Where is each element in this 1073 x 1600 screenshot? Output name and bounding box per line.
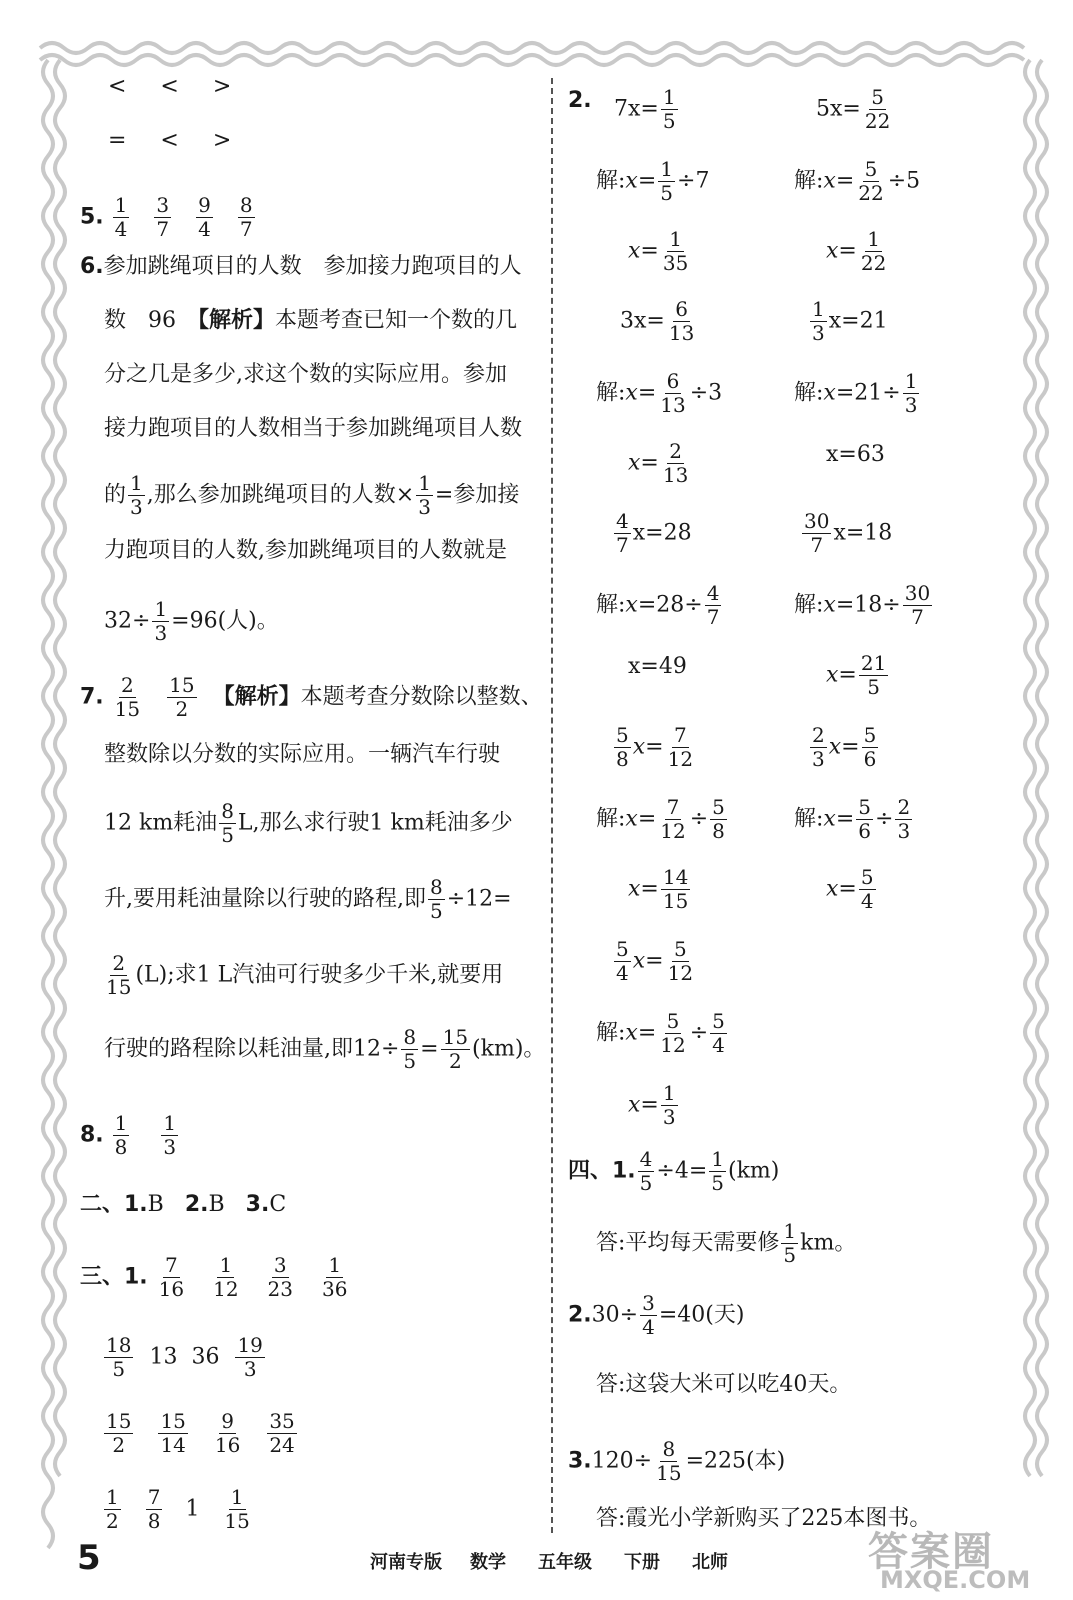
fraction: $\frac{3}{23}$ <box>267 1253 293 1301</box>
footer-edition: 河南专版 <box>370 1552 442 1573</box>
eq-a5-step: 解:x= $\frac{5}{12}$ ÷ $\frac{5}{4}$ <box>596 1009 725 1057</box>
fraction: $\frac{1}{3}$ <box>904 369 918 417</box>
fraction: $\frac{7}{12}$ <box>660 795 686 843</box>
footer-subject: 数学 <box>470 1552 506 1573</box>
fraction: $\frac{1}{5}$ <box>660 157 674 205</box>
eq-b1-result: x= $\frac{1}{22}$ <box>826 227 887 275</box>
q7-line-4: 升,要用耗油量除以行驶的路程,即 $\frac{8}{5}$ ÷12= <box>104 875 512 923</box>
eq-b4: $\frac{2}{3}$ x= $\frac{5}{6}$ <box>812 723 877 771</box>
eq-a5: $\frac{5}{4}$ x= $\frac{5}{12}$ <box>616 937 694 985</box>
fraction: $\frac{2}{15}$ <box>114 673 141 721</box>
q7-line-6: 行驶的路程除以耗油量,即12÷ $\frac{8}{5}$ = $\frac{15}{2}$ (km)。 <box>104 1025 546 1073</box>
s4-p1: 四、1. $\frac{4}{5}$ ÷4= $\frac{1}{5}$ (km) <box>568 1147 780 1195</box>
eq-b3: $\frac{30}{7}$ x=18 <box>804 509 893 557</box>
fraction: $\frac{1}{3}$ <box>662 1081 676 1129</box>
fraction: $\frac{3}{4}$ <box>642 1291 655 1339</box>
eq-b3-step: 解:x=18÷ $\frac{30}{7}$ <box>794 581 931 629</box>
fraction: $\frac{8}{5}$ <box>403 1025 417 1073</box>
eq-b2: $\frac{1}{3}$ x=21 <box>812 297 888 345</box>
fraction: $\frac{2}{15}$ <box>106 951 132 999</box>
fraction: $\frac{5}{22}$ <box>858 157 884 205</box>
q2-label: 2. <box>568 88 592 113</box>
eq-a1-step: 解:x= $\frac{1}{5}$ ÷7 <box>596 157 710 205</box>
fraction: $\frac{1}{5}$ <box>783 1219 797 1267</box>
eq-b1: 5x= $\frac{5}{22}$ <box>816 85 891 133</box>
page-number: 5 <box>77 1538 101 1578</box>
eq-b2-step: 解:x=21÷ $\frac{1}{3}$ <box>794 369 918 417</box>
q7-line-1: 7. $\frac{2}{15}$ $\frac{15}{2}$ 【解析】本题考查分数除以整数、 <box>80 673 543 721</box>
q8-answer: 8. $\frac{1}{8}$ $\frac{1}{3}$ <box>80 1111 177 1159</box>
eq-a4-result: x= $\frac{14}{15}$ <box>628 865 689 913</box>
fraction: $\frac{15}{14}$ <box>160 1409 186 1457</box>
watermark-url: MXQE.COM <box>880 1566 1031 1594</box>
fraction: $\frac{1}{5}$ <box>711 1147 725 1195</box>
q5-answer: 5. $\frac{1}{4}$ $\frac{3}{7}$ $\frac{9}{4}$ $\frac{8}{7}$ <box>80 193 253 241</box>
fraction: $\frac{15}{2}$ <box>106 1409 132 1457</box>
fraction: $\frac{1}{3}$ <box>163 1111 177 1159</box>
eq-a4: $\frac{5}{8}$ x= $\frac{7}{12}$ <box>616 723 694 771</box>
fraction: $\frac{5}{6}$ <box>863 723 877 771</box>
fraction: $\frac{1}{3}$ <box>154 597 168 645</box>
fraction: $\frac{15}{2}$ <box>169 673 195 721</box>
fraction: $\frac{4}{7}$ <box>616 509 629 557</box>
fraction: $\frac{1}{22}$ <box>860 227 887 275</box>
q6-line-7: 32÷ $\frac{1}{3}$ =96(人)。 <box>104 597 279 645</box>
fraction: $\frac{1}{3}$ <box>812 297 825 345</box>
fraction: $\frac{4}{5}$ <box>639 1147 653 1195</box>
fraction: $\frac{1}{5}$ <box>662 85 676 133</box>
fraction: $\frac{1}{3}$ <box>130 471 143 519</box>
fraction: $\frac{1}{12}$ <box>213 1253 239 1301</box>
fraction: $\frac{1}{4}$ <box>114 193 128 241</box>
section-2-answers: 二、1.B 2.B 3.C <box>80 1192 287 1217</box>
eq-a1-result: x= $\frac{1}{35}$ <box>628 227 689 275</box>
section-3-row-3 <box>102 1410 299 1457</box>
eq-a3-step: 解:x=28÷ $\frac{4}{7}$ <box>596 581 720 629</box>
q7-line-5: $\frac{2}{15}$ (L);求1 L汽油可行驶多少千米,就要用 <box>106 951 504 999</box>
fraction: $\frac{15}{2}$ <box>442 1025 469 1073</box>
fraction: $\frac{1}{15}$ <box>224 1485 250 1533</box>
fraction: $\frac{5}{12}$ <box>660 1009 686 1057</box>
q6-line-2: 数 96 【解析】本题考查已知一个数的几 <box>104 308 518 333</box>
eq-b4-step: 解:x= $\frac{5}{6}$ ÷ $\frac{2}{3}$ <box>794 795 911 843</box>
fraction: $\frac{5}{8}$ <box>616 723 629 771</box>
fraction: $\frac{18}{5}$ <box>106 1333 132 1381</box>
compare-row-2: = < > <box>108 128 238 153</box>
s4-p2: 2.30÷ $\frac{3}{4}$ =40(天) <box>568 1291 745 1339</box>
eq-a3-result: x=49 <box>628 654 687 679</box>
fraction: $\frac{5}{4}$ <box>712 1009 725 1057</box>
fraction: $\frac{14}{15}$ <box>662 865 689 913</box>
fraction: $\frac{5}{12}$ <box>667 937 694 985</box>
eq-b4-result: x= $\frac{5}{4}$ <box>826 865 874 913</box>
fraction: $\frac{5}{6}$ <box>858 795 872 843</box>
fraction: $\frac{4}{7}$ <box>706 581 720 629</box>
fraction: $\frac{1}{35}$ <box>662 227 689 275</box>
section-3-row-1: 三、1. $\frac{7}{16}$ $\frac{1}{12}$ $\frac{3}{23}$ $\frac{1}{36}$ <box>80 1253 348 1301</box>
fraction: $\frac{2}{13}$ <box>662 439 689 487</box>
section-3-row-4: $\frac{1}{2}$ $\frac{7}{8}$ 1 $\frac{1}{15}$ <box>106 1485 250 1533</box>
fraction: $\frac{1}{36}$ <box>321 1253 348 1301</box>
fraction: $\frac{1}{3}$ <box>418 471 431 519</box>
eq-b3-result: x= $\frac{21}{5}$ <box>826 651 887 699</box>
fraction: $\frac{7}{12}$ <box>667 723 694 771</box>
eq-a2: 3x= $\frac{6}{13}$ <box>620 297 695 345</box>
watermark-logo: 答案圈 <box>868 1529 994 1575</box>
fraction: $\frac{21}{5}$ <box>860 651 887 699</box>
eq-a1: 7x= $\frac{1}{5}$ <box>614 85 676 133</box>
compare-row-1: < < > <box>108 74 238 99</box>
fraction: $\frac{5}{4}$ <box>616 937 629 985</box>
fraction: $\frac{7}{16}$ <box>158 1253 185 1301</box>
s4-ans3: 答:霞光小学新购买了225本图书。 <box>596 1506 932 1531</box>
q6-line-5: 的 $\frac{1}{3}$ ,那么参加跳绳项目的人数× $\frac{1}{3}$ =参加接 <box>104 471 520 519</box>
fraction: $\frac{6}{13}$ <box>660 369 686 417</box>
fraction: $\frac{8}{7}$ <box>239 193 253 241</box>
fraction: $\frac{3}{7}$ <box>156 193 170 241</box>
s4-ans2: 答:这袋大米可以吃40天。 <box>596 1372 852 1397</box>
fraction: $\frac{8}{5}$ <box>221 799 234 847</box>
fraction: $\frac{5}{22}$ <box>864 85 891 133</box>
fraction: $\frac{19}{3}$ <box>237 1333 263 1381</box>
fraction: $\frac{2}{3}$ <box>897 795 911 843</box>
eq-b1-step: 解:x= $\frac{5}{22}$ ÷5 <box>794 157 921 205</box>
fraction: $\frac{1}{8}$ <box>114 1111 128 1159</box>
footer-volume: 下册 <box>624 1552 660 1573</box>
fraction: $\frac{2}{3}$ <box>812 723 825 771</box>
s4-ans1: 答:平均每天需要修 $\frac{1}{5}$ km。 <box>596 1219 857 1267</box>
fraction: $\frac{35}{24}$ <box>269 1409 295 1457</box>
fraction: $\frac{7}{8}$ <box>147 1485 161 1533</box>
eq-a5-result: x= $\frac{1}{3}$ <box>628 1081 676 1129</box>
q6-line-1: 6.参加跳绳项目的人数 参加接力跑项目的人 <box>80 254 522 279</box>
fraction: $\frac{1}{2}$ <box>106 1485 119 1533</box>
q6-line-4: 接力跑项目的人数相当于参加跳绳项目人数 <box>104 416 523 441</box>
footer-grade: 五年级 <box>538 1552 592 1573</box>
q7-line-2: 整数除以分数的实际应用。一辆汽车行驶 <box>104 742 501 767</box>
section-3-row-2: $\frac{18}{5}$ 13 36 $\frac{19}{3}$ <box>106 1333 263 1381</box>
fraction: $\frac{30}{7}$ <box>804 509 830 557</box>
q6-line-3: 分之几是多少,求这个数的实际应用。参加 <box>104 362 507 387</box>
eq-a2-result: x= $\frac{2}{13}$ <box>628 439 689 487</box>
fraction: $\frac{5}{4}$ <box>860 865 874 913</box>
eq-a3: $\frac{4}{7}$ x=28 <box>616 509 692 557</box>
fraction: $\frac{6}{13}$ <box>668 297 695 345</box>
eq-b2-result: x=63 <box>826 442 885 467</box>
fraction: $\frac{30}{7}$ <box>904 581 931 629</box>
footer-publisher: 北师 <box>692 1552 728 1573</box>
eq-a4-step: 解:x= $\frac{7}{12}$ ÷ $\frac{5}{8}$ <box>596 795 725 843</box>
fraction: $\frac{9}{4}$ <box>198 193 211 241</box>
q7-line-3: 12 km耗油 $\frac{8}{5}$ L,那么求行驶1 km耗油多少 <box>104 799 513 847</box>
fraction: $\frac{8}{15}$ <box>656 1437 682 1485</box>
column-divider <box>551 78 553 1533</box>
s4-p3: 3.120÷ $\frac{8}{15}$ =225(本) <box>568 1437 786 1485</box>
q6-line-6: 力跑项目的人数,参加跳绳项目的人数就是 <box>104 538 507 563</box>
fraction: $\frac{5}{8}$ <box>712 795 725 843</box>
eq-a2-step: 解:x= $\frac{6}{13}$ ÷3 <box>596 369 723 417</box>
fraction: $\frac{8}{5}$ <box>430 875 443 923</box>
fraction: $\frac{9}{16}$ <box>214 1409 241 1457</box>
